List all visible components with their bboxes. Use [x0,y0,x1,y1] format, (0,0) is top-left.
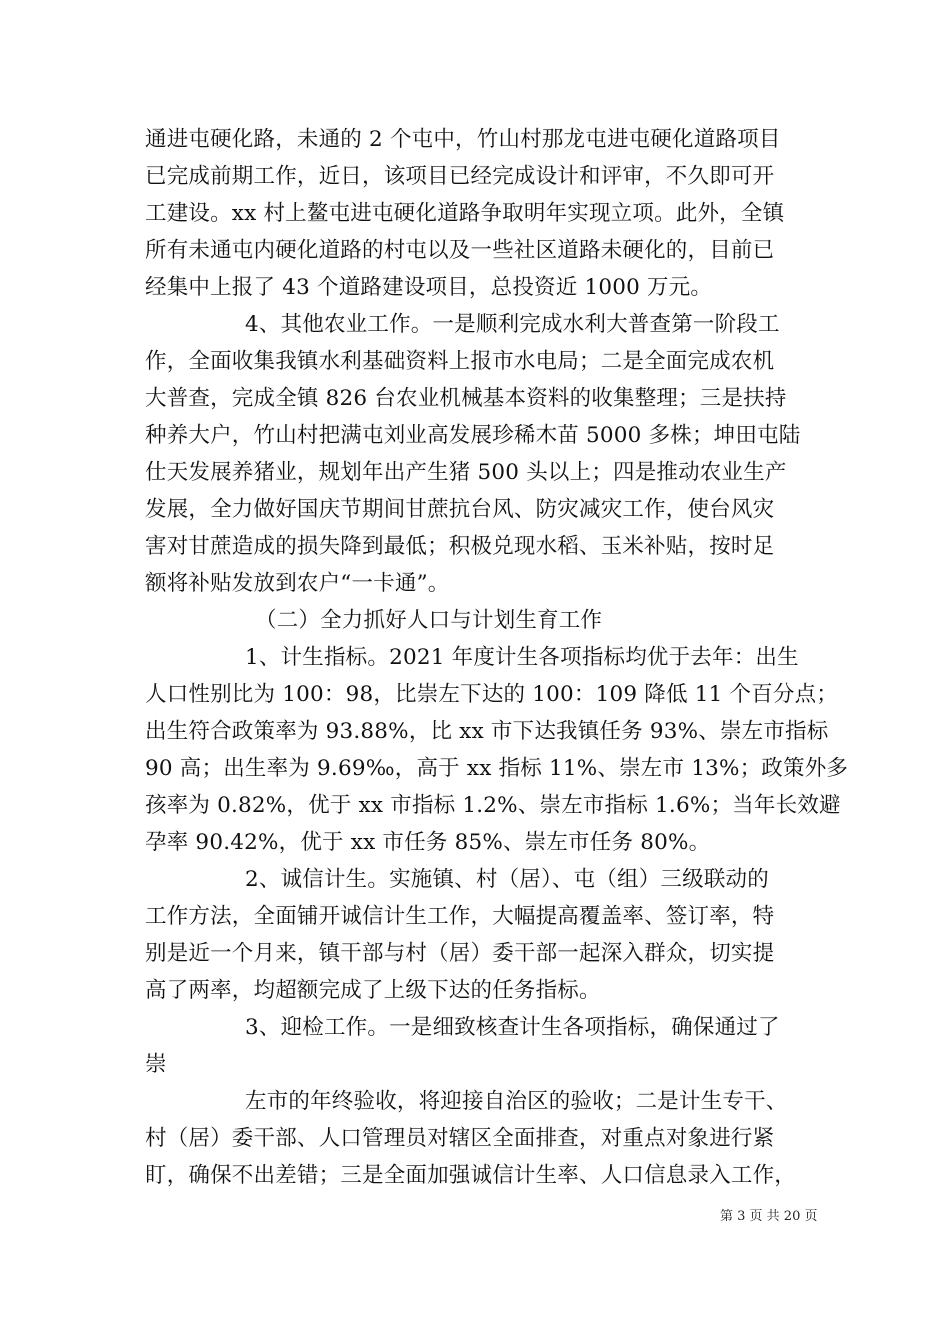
text-line: 作，全面收集我镇水利基础资料上报市水电局；二是全面完成农机 [145,349,775,374]
text-line: 发展，全力做好国庆节期间甘蔗抗台风、防灾减灾工作，使台风灾 [145,497,775,522]
paragraph-start-line: 左市的年终验收，将迎接自治区的验收；二是计生专干、 [245,1089,788,1114]
text-line: 通进屯硬化路，未通的 2 个屯中，竹山村那龙屯进屯硬化道路项目 [145,127,781,152]
paragraph-start-line: 4、其他农业工作。一是顺利完成水利大普查第一阶段工 [245,312,780,337]
text-line: 别是近一个月来，镇干部与村（居）委干部一起深入群众，切实提 [145,941,775,966]
text-line: 工建设。xx 村上鳌屯进屯硬化道路争取明年实现立项。此外，全镇 [145,201,785,226]
page-number-footer: 第 3 页 共 20 页 [720,1209,818,1224]
paragraph-start-line: 2、诚信计生。实施镇、村（居）、屯（组）三级联动的 [245,867,769,892]
text-line: 已完成前期工作，近日，该项目已经完成设计和评审，不久即可开 [145,164,775,189]
text-line: 孩率为 0.82%，优于 xx 市指标 1.2%、崇左市指标 1.6%；当年长效避 [145,793,841,818]
text-line: 人口性别比为 100：98，比崇左下达的 100：109 降低 11 个百分点； [145,682,838,707]
text-line: 崇 [145,1052,167,1077]
text-line: 所有未通屯内硬化道路的村屯以及一些社区道路未硬化的，目前已 [145,238,775,263]
text-line: 工作方法，全面铺开诚信计生工作，大幅提高覆盖率、签订率，特 [145,904,775,929]
text-line: 村（居）委干部、人口管理员对辖区全面排查，对重点对象进行紧 [145,1126,775,1151]
text-line: 害对甘蔗造成的损失降到最低；积极兑现水稻、玉米补贴，按时足 [145,534,775,559]
text-line: 额将补贴发放到农户“一卡通”。 [145,571,450,596]
section-heading: （二）全力抓好人口与计划生育工作 [255,608,603,633]
text-line: 盯，确保不出差错；三是全面加强诚信计生率、人口信息录入工作， [145,1163,797,1188]
text-line: 大普查，完成全镇 826 台农业机械基本资料的收集整理；三是扶持 [145,386,787,411]
text-line: 出生符合政策率为 93.88%，比 xx 市下达我镇任务 93%、崇左市指标 [145,719,829,744]
paragraph-start-line: 1、计生指标。2021 年度计生各项指标均优于去年：出生 [245,645,799,670]
text-line: 90 高；出生率为 9.69‰，高于 xx 指标 11%、崇左市 13%；政策外多 [145,756,849,781]
paragraph-start-line: 3、迎检工作。一是细致核查计生各项指标，确保通过了 [245,1015,780,1040]
text-line: 种养大户，竹山村把满屯刘业高发展珍稀木苗 5000 多株；坤田屯陆 [145,423,801,448]
text-line: 经集中上报了 43 个道路建设项目，总投资近 1000 万元。 [145,275,713,300]
text-line: 高了两率，均超额完成了上级下达的任务指标。 [145,978,601,1003]
text-line: 仕天发展养猪业，规划年出产生猪 500 头以上；四是推动农业生产 [145,460,787,485]
text-line: 孕率 90.42%，优于 xx 市任务 85%、崇左市任务 80%。 [145,830,711,855]
